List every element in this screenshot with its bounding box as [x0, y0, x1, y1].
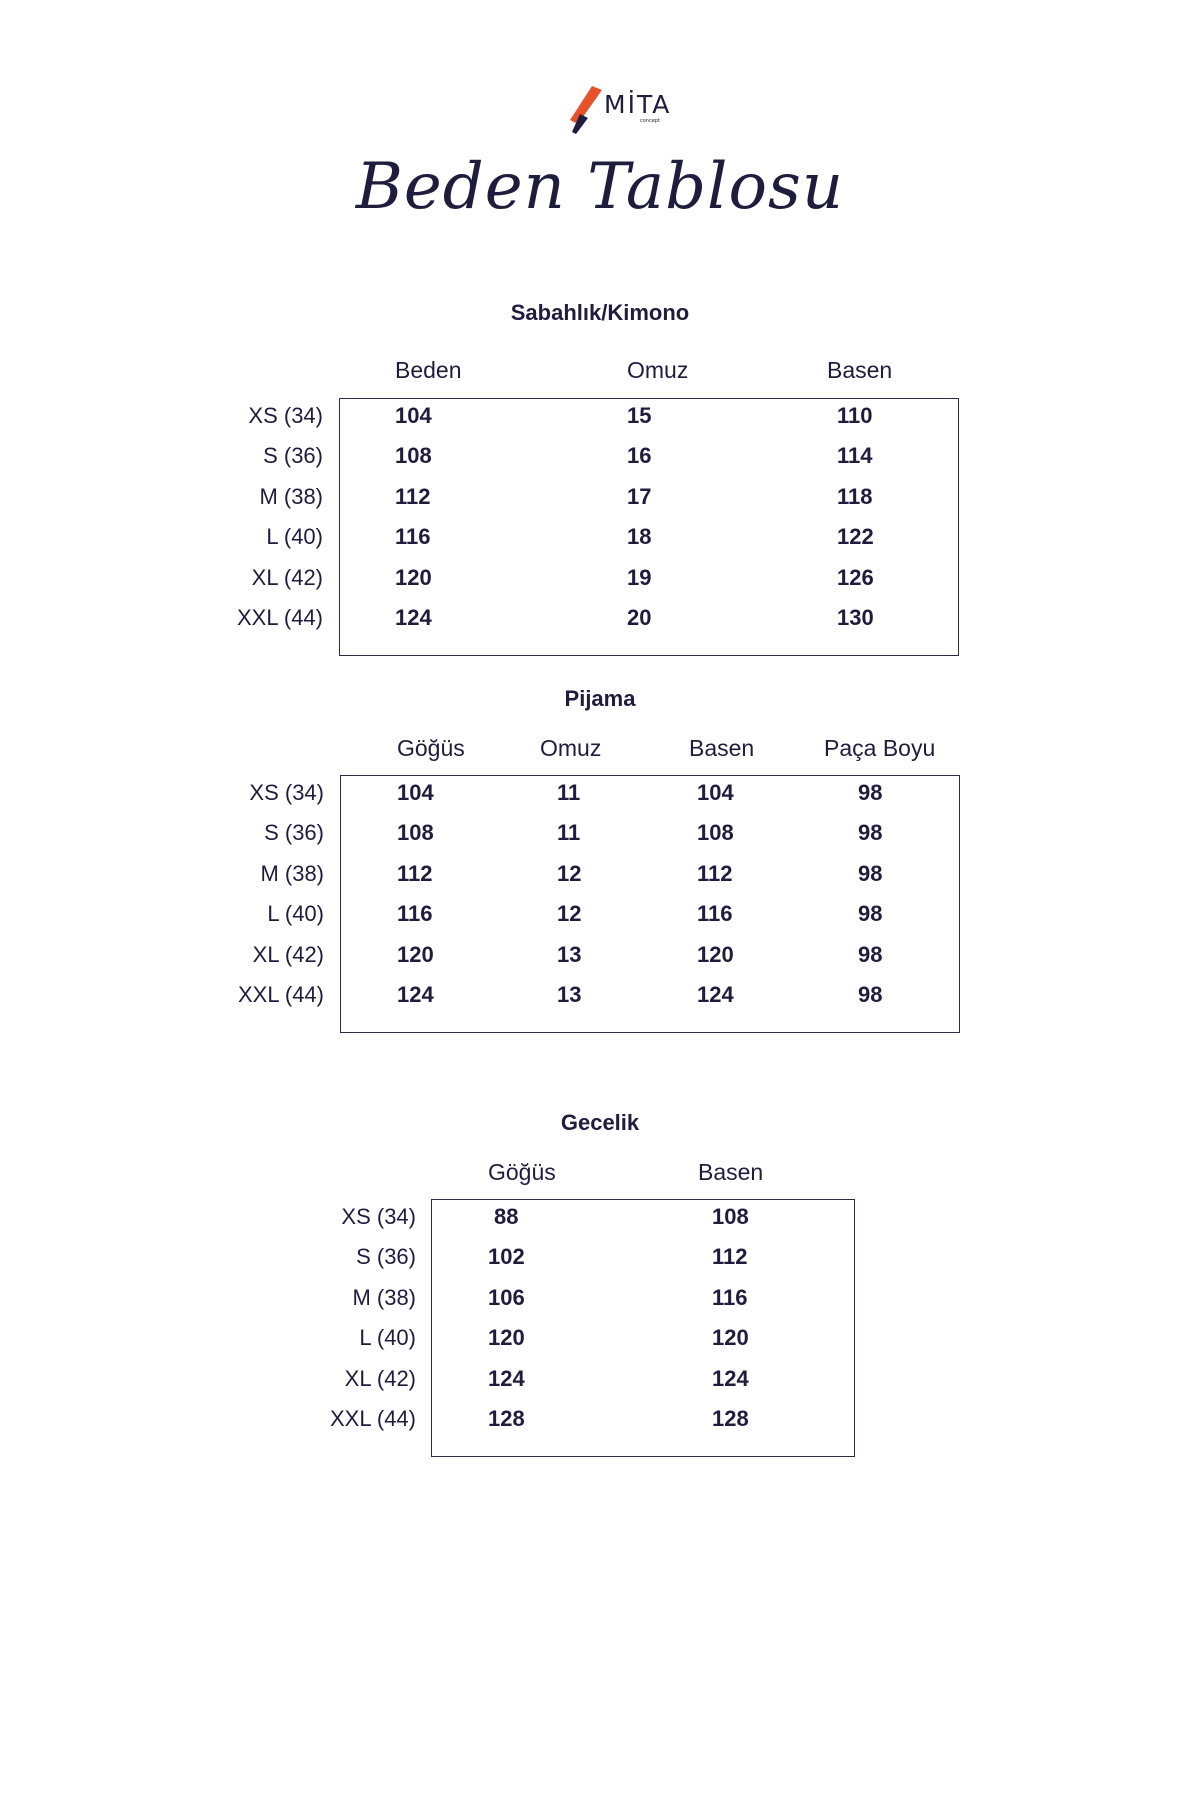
gecelik-basen-value: 120: [712, 1325, 749, 1350]
size-label: XS (34): [341, 1204, 416, 1229]
gecelik-header-basen: Basen: [698, 1159, 764, 1185]
pijama-paca-value: 98: [858, 942, 883, 967]
size-label: M (38): [259, 484, 323, 509]
pijama-header-basen: Basen: [689, 735, 755, 761]
kimono-omuz-value: 17: [627, 484, 652, 509]
pijama-section-title: Pijama: [564, 686, 636, 711]
pijama-basen-value: 120: [697, 942, 734, 967]
size-label: XXL (44): [237, 982, 324, 1007]
kimono-omuz-value: 16: [627, 443, 652, 468]
size-label: S (36): [264, 820, 324, 845]
size-label: XL (42): [251, 565, 323, 590]
gecelik-gogus-value: 88: [494, 1204, 519, 1229]
size-label: M (38): [352, 1285, 416, 1310]
pijama-paca-value: 98: [858, 901, 883, 926]
kimono-header-basen: Basen: [827, 357, 893, 383]
size-label: S (36): [356, 1244, 416, 1269]
pijama-basen-value: 112: [697, 861, 733, 886]
kimono-beden-value: 124: [395, 605, 432, 630]
pijama-gogus-value: 112: [397, 861, 433, 886]
kimono-section-title: Sabahlık/Kimono: [510, 300, 690, 325]
pijama-omuz-value: 11: [557, 820, 581, 845]
kimono-beden-value: 108: [395, 443, 432, 468]
kimono-omuz-value: 18: [627, 524, 652, 549]
gecelik-basen-value: 128: [712, 1406, 749, 1431]
brand-subtitle: concept: [640, 118, 660, 124]
size-label: XXL (44): [329, 1406, 416, 1431]
pijama-gogus-value: 120: [397, 942, 434, 967]
pijama-header-paca-boyu: Paça Boyu: [824, 735, 936, 761]
page-title: Beden Tablosu: [355, 150, 845, 224]
brand-logo: [568, 84, 678, 140]
pijama-basen-value: 108: [697, 820, 734, 845]
pijama-paca-value: 98: [858, 820, 883, 845]
gecelik-gogus-value: 128: [488, 1406, 525, 1431]
pijama-paca-value: 98: [858, 982, 883, 1007]
size-label: XS (34): [248, 403, 323, 428]
pijama-header-omuz: Omuz: [540, 735, 602, 761]
gecelik-section-title: Gecelik: [560, 1110, 640, 1135]
size-label: XXL (44): [236, 605, 323, 630]
size-label: L (40): [267, 901, 324, 926]
pijama-omuz-value: 12: [557, 861, 582, 886]
kimono-basen-value: 118: [837, 484, 873, 509]
size-label: XL (42): [252, 942, 324, 967]
gecelik-basen-value: 116: [712, 1285, 748, 1310]
gecelik-gogus-value: 106: [488, 1285, 525, 1310]
pijama-paca-value: 98: [858, 780, 883, 805]
kimono-omuz-value: 20: [627, 605, 652, 630]
kimono-omuz-value: 19: [627, 565, 652, 590]
pijama-omuz-value: 12: [557, 901, 582, 926]
size-label: L (40): [359, 1325, 416, 1350]
pijama-gogus-value: 104: [397, 780, 434, 805]
kimono-basen-value: 114: [837, 443, 873, 468]
size-label: M (38): [260, 861, 324, 886]
pijama-paca-value: 98: [858, 861, 883, 886]
kimono-basen-value: 122: [837, 524, 874, 549]
gecelik-basen-value: 124: [712, 1366, 749, 1391]
size-label: S (36): [263, 443, 323, 468]
pijama-omuz-value: 11: [557, 780, 581, 805]
kimono-beden-value: 112: [395, 484, 431, 509]
gecelik-basen-value: 108: [712, 1204, 749, 1229]
kimono-header-omuz: Omuz: [627, 357, 689, 383]
gecelik-basen-value: 112: [712, 1244, 748, 1269]
kimono-basen-value: 110: [837, 403, 873, 428]
gecelik-gogus-value: 124: [488, 1366, 525, 1391]
kimono-header-beden: Beden: [395, 357, 462, 383]
kimono-omuz-value: 15: [627, 403, 652, 428]
pijama-header-gogus: Göğüs: [397, 735, 465, 761]
pijama-basen-value: 116: [697, 901, 733, 926]
pijama-gogus-value: 116: [397, 901, 433, 926]
size-label: XL (42): [344, 1366, 416, 1391]
pijama-omuz-value: 13: [557, 942, 582, 967]
gecelik-header-gogus: Göğüs: [488, 1159, 556, 1185]
pijama-basen-value: 124: [697, 982, 734, 1007]
size-label: XS (34): [249, 780, 324, 805]
pijama-gogus-value: 124: [397, 982, 434, 1007]
gecelik-gogus-value: 102: [488, 1244, 525, 1269]
pijama-omuz-value: 13: [557, 982, 582, 1007]
brand-name: MİTA: [604, 90, 672, 119]
kimono-basen-value: 130: [837, 605, 874, 630]
pijama-gogus-value: 108: [397, 820, 434, 845]
pijama-basen-value: 104: [697, 780, 734, 805]
size-label: L (40): [266, 524, 323, 549]
kimono-basen-value: 126: [837, 565, 874, 590]
kimono-beden-value: 104: [395, 403, 432, 428]
gecelik-gogus-value: 120: [488, 1325, 525, 1350]
kimono-beden-value: 120: [395, 565, 432, 590]
kimono-beden-value: 116: [395, 524, 431, 549]
